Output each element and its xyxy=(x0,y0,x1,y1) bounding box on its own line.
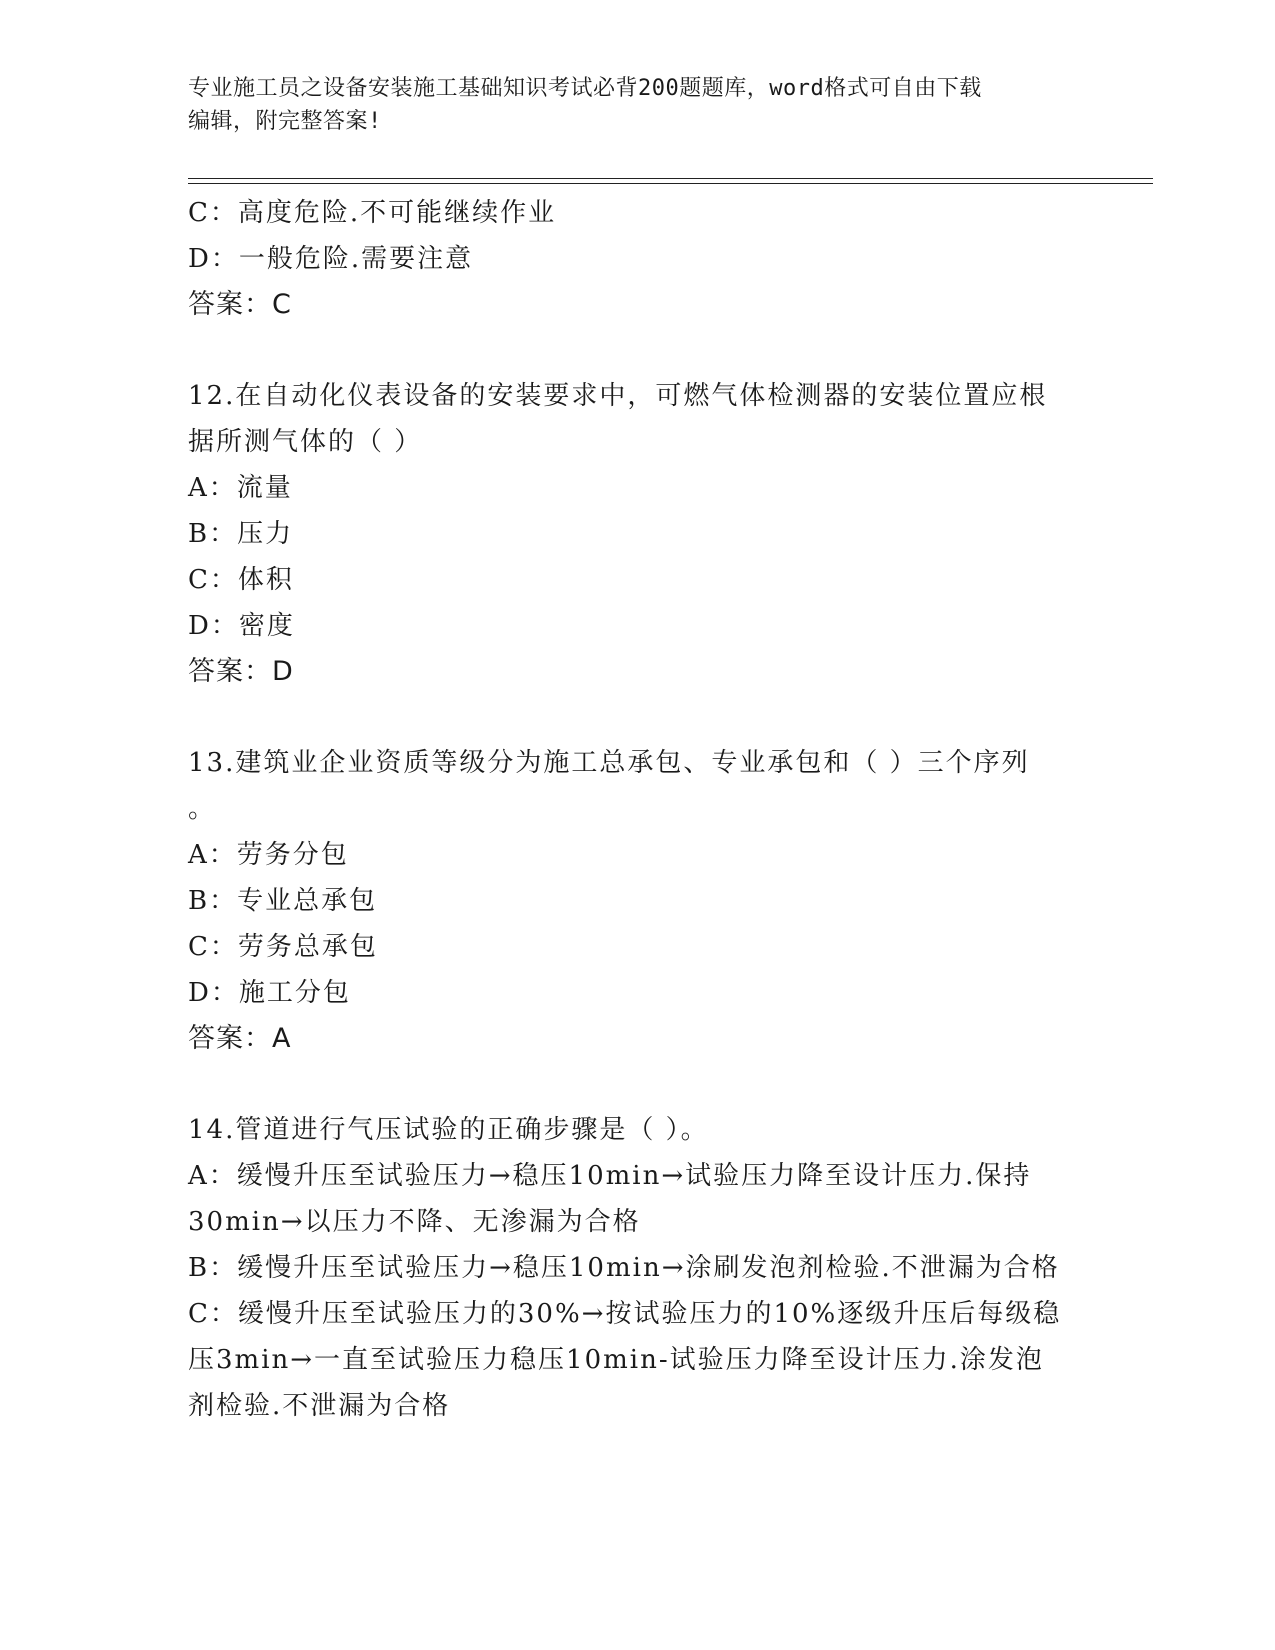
spacer xyxy=(188,695,1088,740)
question-stem: 13.建筑业企业资质等级分为施工总承包、专业承包和（ ）三个序列 xyxy=(188,748,1030,778)
option-c-cont: 压3min→一直至试验压力稳压10min-试验压力降至设计压力.涂发泡 xyxy=(188,1345,1044,1375)
header-divider-bottom xyxy=(188,183,1153,184)
option-c: C：缓慢升压至试验压力的30%→按试验压力的10%逐级升压后每级稳 xyxy=(188,1299,1062,1329)
question-stem: 14.管道进行气压试验的正确步骤是（ ）。 xyxy=(188,1115,709,1145)
option-a: A：缓慢升压至试验压力→稳压10min→试验压力降至设计压力.保持 xyxy=(188,1161,1032,1191)
header-title-line-2: 编辑，附完整答案! xyxy=(188,109,382,134)
option-a: A：劳务分包 xyxy=(188,840,349,870)
question-stem-cont: 。 xyxy=(188,794,217,824)
option-d: D：施工分包 xyxy=(188,978,351,1008)
option-c: C：高度危险.不可能继续作业 xyxy=(188,198,557,228)
option-a-cont: 30min→以压力不降、无渗漏为合格 xyxy=(188,1207,641,1237)
option-b: B：缓慢升压至试验压力→稳压10min→涂刷发泡剂检验.不泄漏为合格 xyxy=(188,1253,1060,1283)
header-divider-top xyxy=(188,178,1153,179)
answer: 答案：C xyxy=(188,289,292,320)
option-d: D：一般危险.需要注意 xyxy=(188,244,474,274)
answer: 答案：A xyxy=(188,1023,292,1054)
answer: 答案：D xyxy=(188,656,294,687)
option-a: A：流量 xyxy=(188,473,293,503)
option-d: D：密度 xyxy=(188,611,295,641)
question-14 xyxy=(188,1107,1088,1429)
spacer xyxy=(188,1062,1088,1107)
option-b: B：专业总承包 xyxy=(188,886,378,916)
spacer xyxy=(188,328,1088,373)
question-stem: 12.在自动化仪表设备的安装要求中，可燃气体检测器的安装位置应根 xyxy=(188,381,1048,411)
question-stem-cont: 据所测气体的（ ） xyxy=(188,427,423,457)
document-body xyxy=(188,190,1088,1429)
option-c: C：劳务总承包 xyxy=(188,932,378,962)
header-title-line-1: 专业施工员之设备安装施工基础知识考试必背200题题库，word格式可自由下载 xyxy=(188,76,982,101)
option-b: B：压力 xyxy=(188,519,294,549)
question-13 xyxy=(188,740,1088,1062)
document-header xyxy=(188,72,1088,138)
option-c-cont-2: 剂检验.不泄漏为合格 xyxy=(188,1391,451,1421)
question-12 xyxy=(188,373,1088,695)
option-c: C：体积 xyxy=(188,565,294,595)
